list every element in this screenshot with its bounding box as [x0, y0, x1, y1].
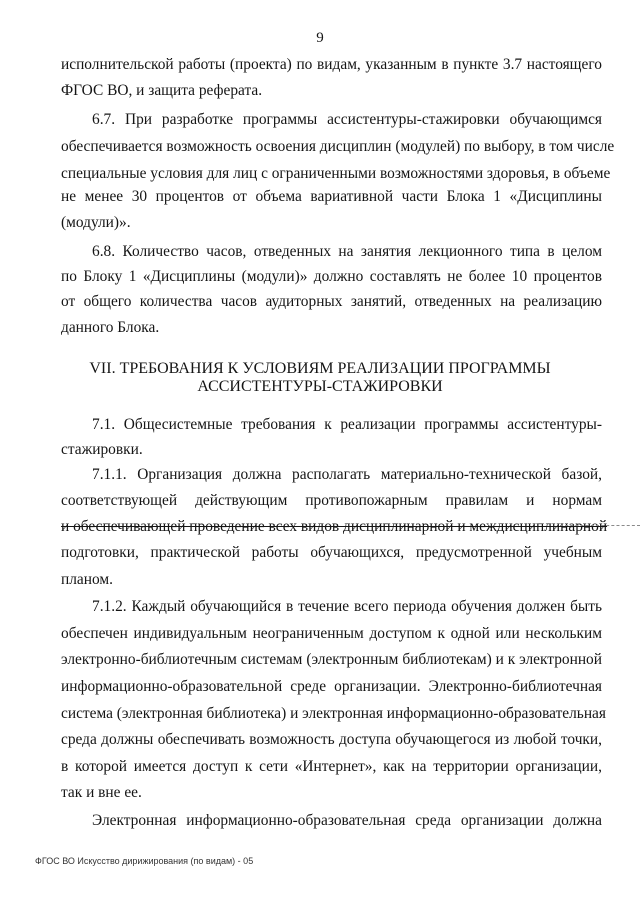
- text-line: планом.: [61, 571, 113, 588]
- text-line: стажировки.: [61, 441, 143, 458]
- text-line: среда должны обеспечивать возможность доступа обучающегося из любой точки,: [61, 731, 602, 748]
- text-line: специальные условия для лиц с ограниченными возможностями здоровья, в объеме: [61, 165, 611, 182]
- text-line: обеспечен индивидуальным неограниченным доступом к одной или нескольким: [61, 625, 602, 642]
- page-footer: ФГОС ВО Искусство дирижирования (по видам) - 05: [35, 856, 254, 866]
- text-line: данного Блока.: [61, 319, 160, 336]
- struck-text-line: и обеспечивающей проведение всех видов дисциплинарной и междисциплинарной: [61, 518, 608, 535]
- text-line: информационно-образовательной среде организации. Электронно-библиотечная: [61, 678, 602, 695]
- paragraph-start: Электронная информационно-образовательная среда организации должна: [92, 812, 602, 829]
- text-line: по Блоку 1 «Дисциплины (модули)» должно составлять не более 10 процентов: [61, 268, 602, 285]
- text-line: соответствующей действующим противопожарным правилам и нормам: [61, 492, 602, 509]
- section-heading-line-1: VII. ТРЕБОВАНИЯ К УСЛОВИЯМ РЕАЛИЗАЦИИ ПРОГРАММЫ: [89, 360, 551, 377]
- paragraph-7-1-2-start: 7.1.2. Каждый обучающийся в течение всего периода обучения должен быть: [92, 598, 602, 615]
- text-line: ФГОС ВО, и защита реферата.: [61, 82, 263, 99]
- text-line: электронно-библиотечным системам (электронным библиотекам) и к электронной: [61, 651, 602, 668]
- text-line: система (электронная библиотека) и электронная информационно-образовательная: [61, 705, 606, 722]
- paragraph-7-1-start: 7.1. Общесистемные требования к реализации программы ассистентуры-: [92, 416, 602, 433]
- text-line: в которой имеется доступ к сети «Интернет», как на территории организации,: [61, 758, 602, 775]
- paragraph-6-8-start: 6.8. Количество часов, отведенных на занятия лекционного типа в целом: [92, 243, 602, 260]
- page-number: 9: [316, 30, 324, 46]
- text-line: (модули)».: [61, 214, 131, 231]
- paragraph-6-7-start: 6.7. При разработке программы ассистентуры-стажировки обучающимся: [92, 111, 602, 128]
- section-heading-line-2: АССИСТЕНТУРЫ-СТАЖИРОВКИ: [197, 378, 443, 395]
- text-line: от общего количества часов аудиторных занятий, отведенных на реализацию: [61, 293, 602, 310]
- text-line: так и вне ее.: [61, 784, 142, 801]
- text-line: исполнительской работы (проекта) по видам, указанным в пункте 3.7 настоящего: [61, 56, 602, 73]
- paragraph-7-1-1-start: 7.1.1. Организация должна располагать материально-технической базой,: [92, 466, 602, 483]
- scan-artifact-line: [560, 525, 640, 526]
- text-line: не менее 30 процентов от объема вариативной части Блока 1 «Дисциплины: [61, 188, 602, 205]
- text-line: подготовки, практической работы обучающихся, предусмотренной учебным: [61, 544, 602, 561]
- text-line: обеспечивается возможность освоения дисциплин (модулей) по выбору, в том числе: [61, 138, 615, 155]
